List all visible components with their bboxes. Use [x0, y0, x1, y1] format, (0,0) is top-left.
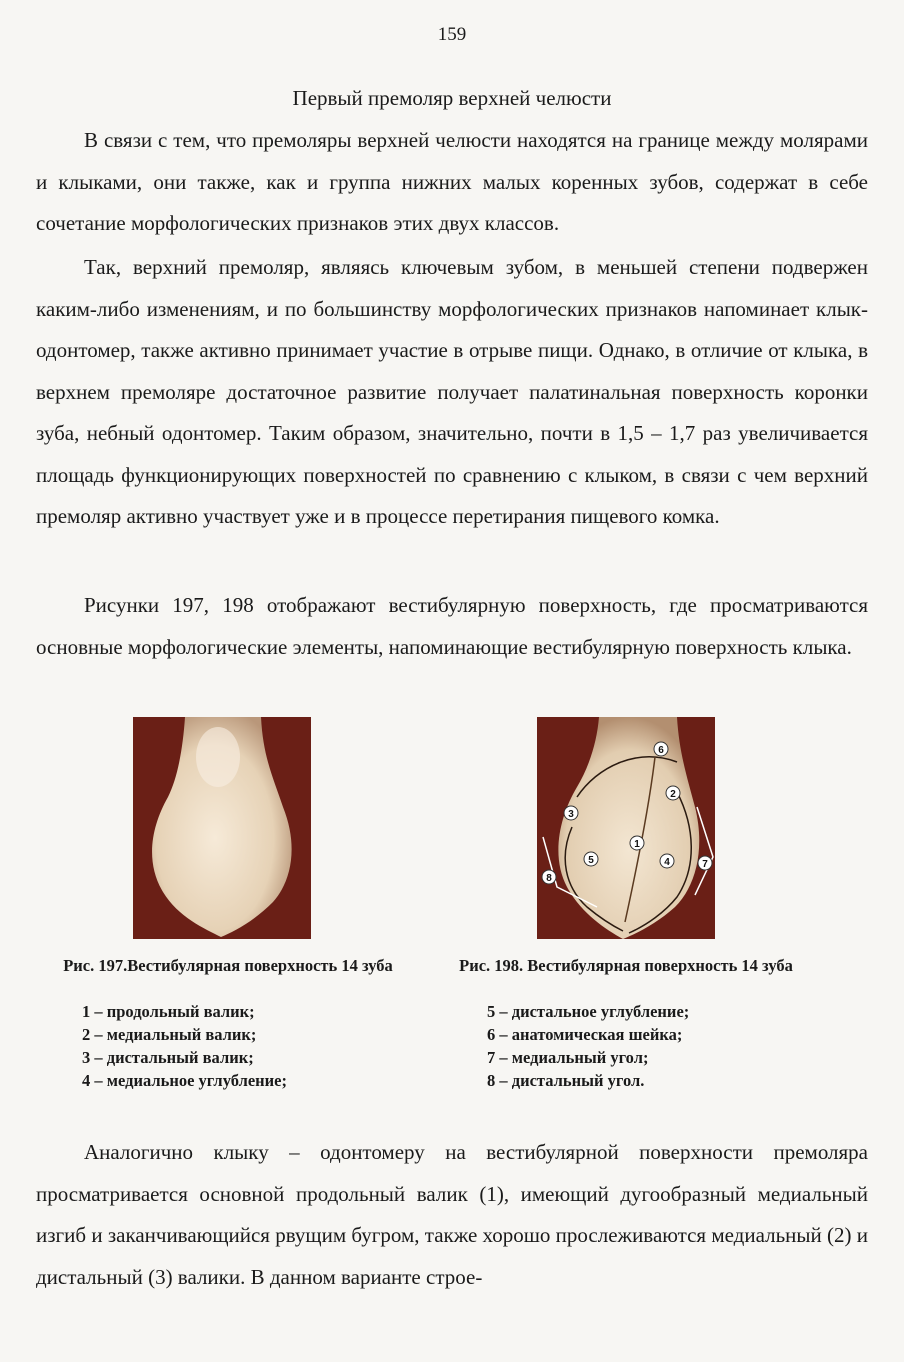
legend-right	[487, 1000, 689, 1092]
figure-198-photo	[537, 717, 715, 939]
marker-2	[666, 786, 680, 800]
legend-left	[82, 1000, 287, 1092]
paragraph-figures-ref: Рисунки 197, 198 отображают вестибулярную поверхность, где просматриваются основные морфологические элементы, напоминающие вестибулярную поверхность клыка.	[36, 593, 868, 659]
tooth-vestibular-image	[133, 717, 311, 939]
section-heading: Первый премоляр верхней челюсти	[292, 86, 612, 110]
marker-6	[654, 742, 668, 756]
figure-197-photo	[133, 717, 311, 939]
legend-item: 8 – дистальный угол.	[487, 1071, 645, 1090]
legend-item: 1 – продольный валик;	[82, 1002, 255, 1021]
svg-text:7: 7	[702, 859, 708, 870]
legend-item: 4 – медиальное углубление;	[82, 1071, 287, 1090]
legend-item: 2 – медиальный валик;	[82, 1025, 257, 1044]
paragraph-key-tooth: Так, верхний премоляр, являясь ключевым зубом, в меньшей степени подвержен каким-либо изменениям, и по большинству морфологических признаков напоминает клык-одонтомер, также активно принимает участие в отрыве пищи. Однако, в отличие от клыка, в верхнем премоляре достаточное развитие получает палатинальная поверхность коронки зуба, небный одонтомер. Таким образом, значительно, почти в 1,5 – 1,7 раз увеличивается площадь функционирующих поверхностей по сравнению с клыком, в связи с чем верхний премоляр активно участвует уже и в процессе перетирания пищевого комка.	[36, 255, 868, 528]
svg-text:3: 3	[568, 809, 574, 820]
marker-7	[698, 856, 712, 870]
svg-text:4: 4	[664, 857, 670, 868]
legend-item: 5 – дистальное углубление;	[487, 1002, 690, 1021]
figure-197-caption: Рис. 197.Вестибулярная поверхность 14 зуба	[63, 956, 393, 975]
marker-5	[584, 852, 598, 866]
svg-text:6: 6	[658, 745, 664, 756]
marker-3	[564, 806, 578, 820]
svg-text:8: 8	[546, 873, 552, 884]
marker-4	[660, 854, 674, 868]
tooth-vestibular-annotated-image	[537, 717, 715, 939]
svg-text:2: 2	[670, 789, 676, 800]
legend-item: 6 – анатомическая шейка;	[487, 1025, 683, 1044]
figure-198-caption: Рис. 198. Вестибулярная поверхность 14 зуба	[459, 956, 793, 975]
legend-item: 3 – дистальный валик;	[82, 1048, 254, 1067]
svg-text:5: 5	[588, 855, 594, 866]
marker-1	[630, 836, 644, 850]
paragraph-intro: В связи с тем, что премоляры верхней челюсти находятся на границе между молярами и клыками, они также, как и группа нижних малых коренных зубов, содержат в себе сочетание морфологических признаков этих двух классов.	[36, 128, 868, 235]
legend-item: 7 – медиальный угол;	[487, 1048, 649, 1067]
marker-8	[542, 870, 556, 884]
svg-text:1: 1	[634, 839, 640, 850]
paragraph-analogy: Аналогично клыку – одонтомеру на вестибулярной поверхности премоляра просматривается основной продольный валик (1), имеющий дугообразный медиальный изгиб и заканчивающийся рвущим бугром, также хорошо прослеживаются медиальный (2) и дистальный (3) валики. В данном варианте строе-	[36, 1140, 868, 1289]
page-number: 159	[437, 24, 467, 45]
